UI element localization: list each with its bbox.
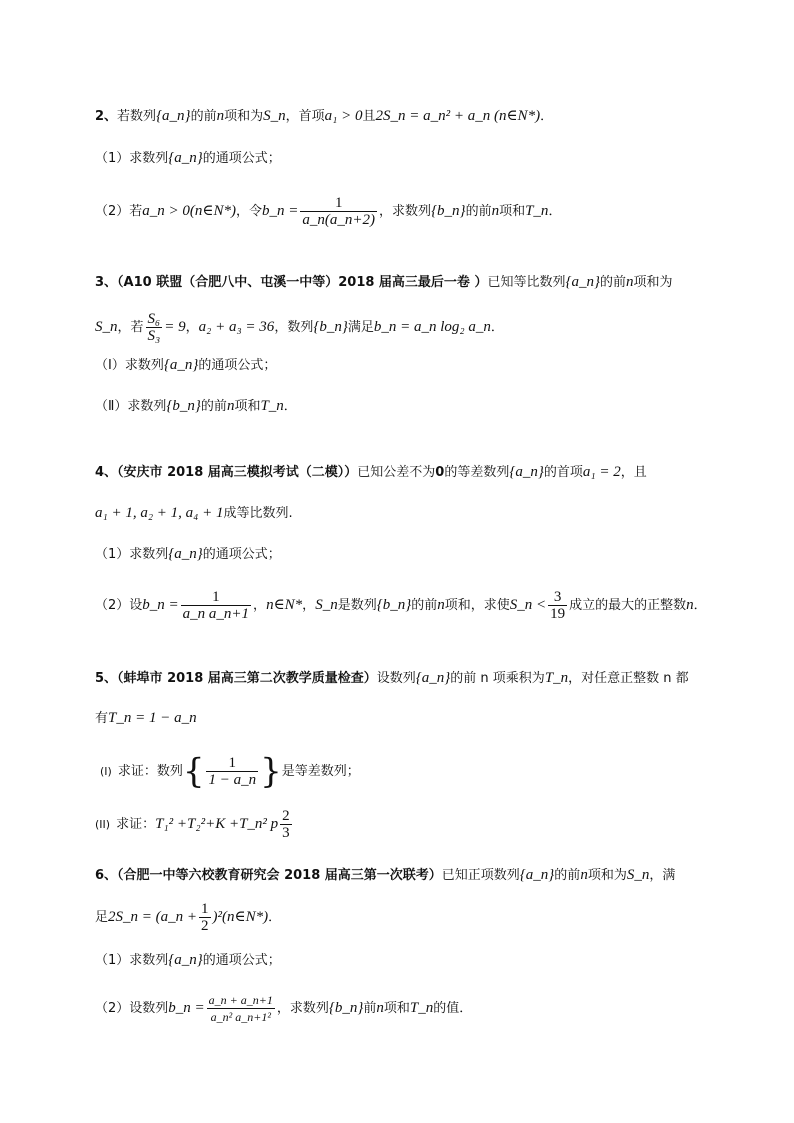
left-brace-icon: {	[182, 751, 205, 792]
problem-4-part-2: （2）设b_n = $\frac{1}{\text{a\_n a\_n+1}}$ ，n∈N*，S_n是数列{b_n}的前n项和，求使S_n < $\frac{3}{19}$ 成立的最大的正整数n．	[95, 589, 707, 622]
problem-6-part-1: （1）求数列{a_n}的通项公式；	[95, 952, 281, 968]
problem-6-statement-line2: 足2S_n = (a_n + $\frac{1}{2}$ )²(n∈N*)．	[95, 901, 282, 934]
problem-5-part-1: (I) 求证：数列{ $\frac{1}{1 - a\_n}$ }是等差数列；	[100, 751, 360, 792]
fraction: $\frac{1}{a\_n(a\_n+2)}$	[302, 195, 376, 228]
fraction: $\frac{2}{3}$	[282, 808, 290, 841]
fraction: $\frac{1}{2}$	[201, 901, 209, 934]
problem-6-part-2: （2）设数列b_n = $\frac{a\_n + a\_n+1}{\text{a\_n² a\_n+1²}}$ ，求数列{b_n}前n项和T_n的值．	[95, 993, 473, 1024]
problem-6-statement: 6、（合肥一中等六校教育研究会 2018 届高三第一次联考）已知正项数列{a_n}的前n项和为S_n，满	[95, 867, 676, 883]
fraction: $\frac{1}{\text{a\_n a\_n+1}}$	[182, 589, 250, 622]
problem-2-part-1: （1）求数列{a_n}的通项公式；	[95, 150, 281, 166]
problem-2-part-2: （2）若a_n > 0(n∈N*)，令b_n = $\frac{1}{a\_n(a\_n+2)}$ ，求数列{b_n}的前n项和T_n．	[95, 195, 562, 228]
fraction: $\frac{a\_n + a\_n+1}{\text{a\_n² a\_n+1²}}$	[208, 993, 273, 1024]
fraction: $\frac{3}{19}$	[550, 589, 566, 622]
problem-3-statement-line2: S_n，若 $\frac{\text{S₆}}{\text{S₃}}$ = 9，a₂ + a₃ = 36，数列{b_n}满足b_n = a_n log₂ a_n．	[95, 311, 504, 344]
problem-5-statement-line2: 有T_n = 1 − a_n	[95, 710, 197, 726]
fraction: $\frac{\text{S₆}}{\text{S₃}}$	[147, 311, 161, 344]
problem-4-part-1: （1）求数列{a_n}的通项公式；	[95, 546, 281, 562]
problem-5-statement: 5、（蚌埠市 2018 届高三第二次教学质量检查）设数列{a_n}的前 n 项乘积为T_n，对任意正整数 n 都	[95, 670, 689, 686]
problem-2-statement: 2、若数列{a_n}的前n项和为S_n，首项a₁ > 0且2S_n = a_n² + a_n (n∈N*)．	[95, 108, 554, 124]
problem-4-statement-line2: a₁ + 1, a₂ + 1, a₄ + 1成等比数列.	[95, 505, 293, 521]
right-brace-icon: }	[260, 751, 282, 792]
problem-5-part-2: (II) 求证：T₁² +T₂²+K +T_n² p $\frac{2}{3}$	[95, 808, 290, 841]
problem-number: 2、	[95, 109, 118, 124]
problem-3-part-2: （Ⅱ）求数列{b_n}的前n项和T_n．	[95, 398, 297, 414]
problem-3-statement: 3、（A10 联盟（合肥八中、屯溪一中等）2018 届高三最后一卷 ）已知等比数列{a_n}的前n项和为	[95, 274, 673, 290]
fraction: $\frac{1}{1 - a\_n}$	[208, 755, 257, 788]
problem-3-part-1: （Ⅰ）求数列{a_n}的通项公式；	[95, 357, 277, 373]
problem-4-statement: 4、（安庆市 2018 届高三模拟考试（二模））已知公差不为0的等差数列{a_n}的首项a₁ = 2，且	[95, 464, 647, 480]
